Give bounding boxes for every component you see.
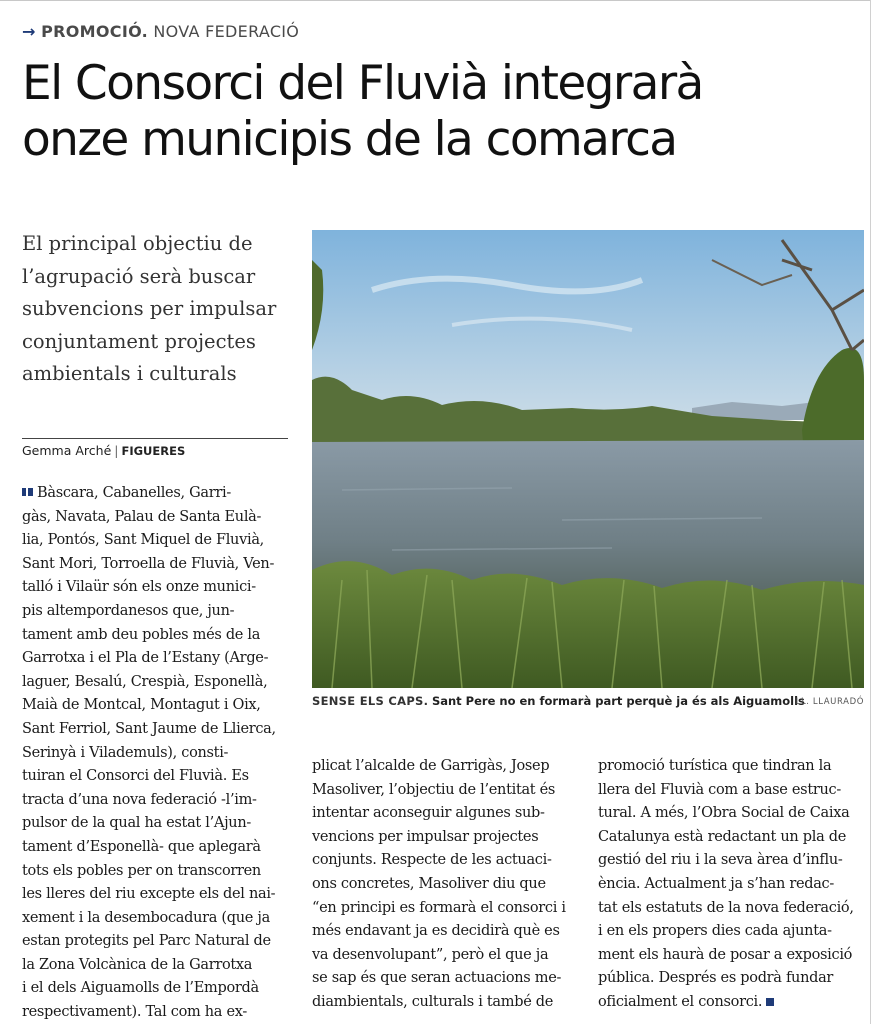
- body-line: Catalunya està redactant un pla de: [598, 828, 847, 845]
- body-line: se sap és que seran actuacions me-: [312, 970, 562, 987]
- body-line: xement i la desembocadura (que ja: [22, 909, 270, 926]
- body-line: llera del Fluvià com a base estruc-: [598, 781, 841, 798]
- headline: [22, 56, 852, 168]
- body-line: tament amb deu pobles més de la: [22, 626, 261, 643]
- body-line: ment els haurà de posar a exposició: [598, 946, 853, 963]
- body-line: tament d’Esponellà- que aplegarà: [22, 838, 261, 855]
- body-line: laguer, Besalú, Crespià, Esponellà,: [22, 673, 268, 690]
- body-line: la Zona Volcànica de la Garrotxa: [22, 956, 253, 973]
- byline-location: FIGUERES: [121, 444, 186, 458]
- body-line: Maià de Montcal, Montagut i Oix,: [22, 697, 261, 714]
- body-column-1: [22, 482, 290, 1025]
- body-line: gestió del riu i la seva àrea d’influ-: [598, 852, 843, 869]
- byline: [22, 443, 185, 458]
- body-line: pis altempordanesos que, jun-: [22, 602, 235, 619]
- headline-line-2: onze municipis de la comarca: [22, 112, 677, 167]
- subheadline-line: conjuntament projectes: [22, 329, 256, 353]
- arrow-right-icon: →: [22, 22, 36, 41]
- body-line: tat els estatuts de la nova federació,: [598, 899, 854, 916]
- body-line: pública. Després es podrà fundar: [598, 970, 834, 987]
- subheadline-line: subvencions per impulsar: [22, 297, 277, 320]
- body-line: vencions per impulsar projectes: [312, 828, 539, 845]
- body-line: Bàscara, Cabanelles, Garri-: [22, 482, 290, 506]
- body-line: Sant Ferriol, Sant Jaume de Llierca,: [22, 720, 276, 737]
- subheadline-line: El principal objectiu de: [22, 232, 253, 255]
- body-line: oficialment el consorci.: [598, 991, 864, 1015]
- body-line: va desenvolupant”, però el que ja: [312, 946, 549, 963]
- body-line: Garrotxa i el Pla de l’Estany (Arge-: [22, 650, 269, 667]
- body-line: ència. Actualment ja s’han redac-: [598, 875, 834, 892]
- body-line: tural. A més, l’Obra Social de Caixa: [598, 805, 850, 822]
- body-line: promoció turística que tindran la: [598, 758, 832, 774]
- section-label: [22, 22, 299, 41]
- body-line: Serinyà i Vilademuls), consti-: [22, 744, 229, 761]
- body-line: tracta d’una nova federació -l’im-: [22, 791, 257, 808]
- subheadline-line: l’agrupació serà buscar: [22, 264, 256, 288]
- body-line: i en els propers dies cada ajunta-: [598, 923, 832, 940]
- photo-credit: LL. LLAURADÓ: [795, 697, 864, 707]
- photo-caption: [312, 694, 864, 708]
- caption-text: Sant Pere no en formarà part perquè ja és als Aiguamolls: [431, 694, 805, 708]
- body-column-3: [598, 755, 864, 1015]
- subheadline-line: ambientals i culturals: [22, 362, 237, 385]
- caption-tag: SENSE ELS CAPS.: [312, 694, 429, 708]
- body-line: Masoliver, l’objectiu de l’entitat és: [312, 781, 556, 798]
- body-line: estan protegits pel Parc Natural de: [22, 933, 271, 950]
- byline-separator: |: [114, 443, 119, 458]
- body-line: les lleres del riu excepte els del nai-: [22, 886, 276, 903]
- body-line: tuiran el Consorci del Fluvià. Es: [22, 768, 249, 785]
- body-line: talló i Vilaür són els onze munici-: [22, 579, 256, 596]
- section-subtitle: NOVA FEDERACIÓ: [153, 22, 300, 41]
- body-line: Sant Mori, Torroella de Fluvià, Ven-: [22, 555, 275, 572]
- body-line: pulsor de la qual ha estat l’Ajun-: [22, 815, 251, 832]
- body-line: diambientals, culturals i també de: [312, 993, 554, 1010]
- body-line: respectivament). Tal com ha ex-: [22, 1004, 247, 1021]
- byline-divider: [22, 438, 288, 439]
- body-line: “en principi es formarà el consorci i: [312, 899, 566, 916]
- body-line: i el dels Aiguamolls de l’Empordà: [22, 980, 259, 997]
- section-kicker: PROMOCIÓ.: [41, 22, 149, 41]
- body-line: tots els pobles per on transcorren: [22, 862, 261, 879]
- river-landscape-image: [312, 230, 864, 688]
- river-photo: [312, 230, 864, 688]
- headline-line-1: El Consorci del Fluvià integrarà: [22, 56, 703, 111]
- body-column-2: [312, 755, 578, 1015]
- body-line: lia, Pontós, Sant Miquel de Fluvià,: [22, 532, 264, 549]
- subheadline: [22, 228, 302, 391]
- lead-squares-icon: [22, 488, 33, 496]
- body-line: ons concretes, Masoliver diu que: [312, 875, 546, 892]
- body-line: intentar aconseguir algunes sub-: [312, 805, 545, 822]
- body-line: més endavant ja es decidirà què es: [312, 923, 560, 940]
- end-square-icon: [766, 998, 774, 1006]
- body-line: conjunts. Respecte de les actuaci-: [312, 852, 552, 869]
- byline-author: Gemma Arché: [22, 443, 112, 458]
- body-line: gàs, Navata, Palau de Santa Eulà-: [22, 508, 262, 525]
- top-rule: [0, 0, 871, 1]
- body-line: plicat l’alcalde de Garrigàs, Josep: [312, 758, 550, 774]
